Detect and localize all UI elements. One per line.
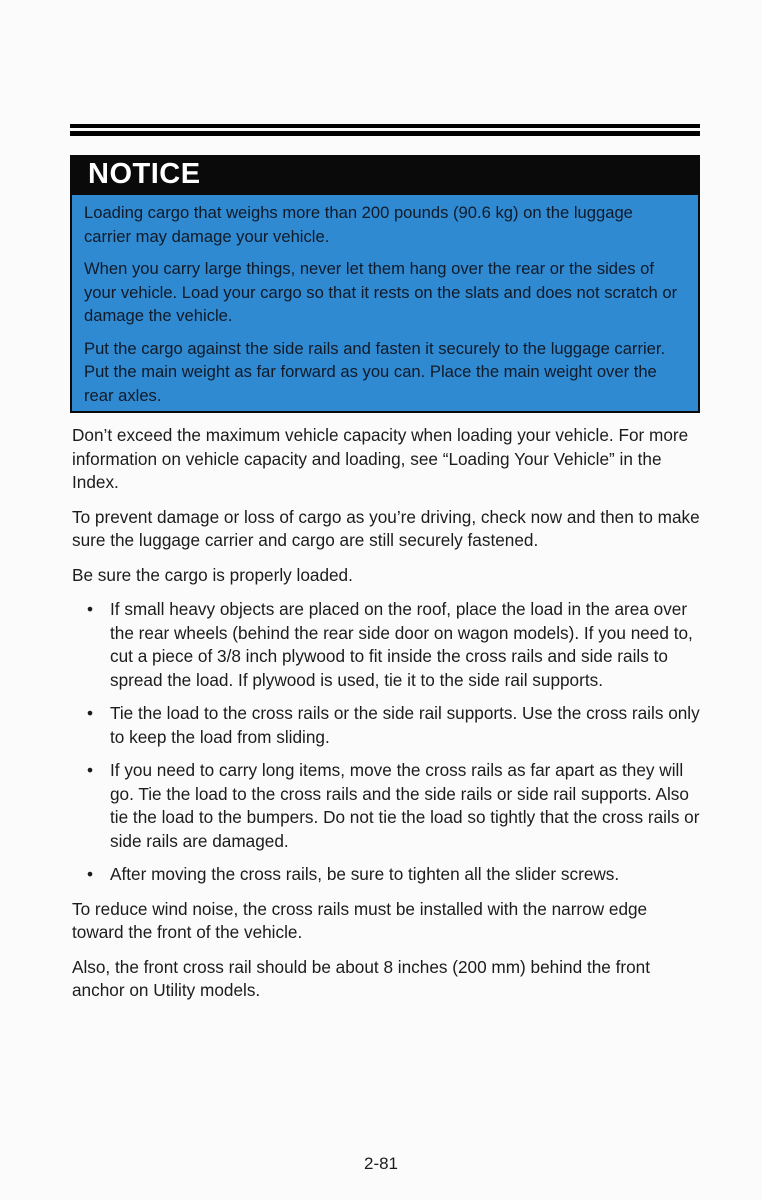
top-rule-thin bbox=[70, 124, 700, 128]
notice-paragraph: Loading cargo that weighs more than 200 pounds (90.6 kg) on the luggage carrier may damage your vehicle. bbox=[84, 203, 633, 246]
bullet-text: After moving the cross rails, be sure to tighten all the slider screws. bbox=[110, 864, 620, 884]
notice-title: NOTICE bbox=[88, 158, 201, 190]
bullet-item bbox=[72, 759, 700, 853]
bullet-item bbox=[72, 702, 700, 749]
bullet-icon: • bbox=[87, 599, 94, 619]
notice-body bbox=[72, 195, 698, 407]
notice-header bbox=[72, 155, 698, 195]
body-paragraph: Also, the front cross rail should be about 8 inches (200 mm) behind the front anchor on Utility models. bbox=[72, 956, 651, 1000]
body-paragraph: To prevent damage or loss of cargo as you’re driving, check now and then to make sure the luggage carrier and cargo are still securely fastened. bbox=[72, 506, 700, 550]
top-rule-thick bbox=[70, 131, 700, 136]
body-paragraph: Don’t exceed the maximum vehicle capacity when loading your vehicle. For more information on vehicle capacity and loading, see “Loading Your Vehicle” in the Index. bbox=[72, 425, 689, 492]
bullet-list bbox=[72, 598, 700, 887]
page-number: 2-81 bbox=[363, 1154, 399, 1173]
bullet-item bbox=[72, 598, 700, 692]
bullet-icon: • bbox=[87, 703, 94, 723]
notice-box bbox=[70, 155, 700, 413]
bullet-icon: • bbox=[87, 760, 94, 780]
bullet-icon: • bbox=[87, 864, 94, 884]
body-paragraph: Be sure the cargo is properly loaded. bbox=[72, 564, 353, 585]
main-content bbox=[72, 424, 700, 1014]
bullet-text: If small heavy objects are placed on the roof, place the load in the area over the rear wheels (behind the rear side door on wagon models). If you need to, cut a piece of 3/8 inch plywood to fit inside the cross rails and side rails to spread the load. If plywood is used, tie it to the side rail supports. bbox=[110, 599, 693, 690]
notice-paragraph: When you carry large things, never let them hang over the rear or the sides of your vehicle. Load your cargo so that it rests on the slats and does not scratch or damage the vehicle. bbox=[84, 259, 678, 325]
bullet-text: Tie the load to the cross rails or the side rail supports. Use the cross rails only to keep the load from sliding. bbox=[110, 703, 700, 747]
bullet-item bbox=[72, 863, 700, 887]
bullet-text: If you need to carry long items, move the cross rails as far apart as they will go. Tie the load to the cross rails and the side rails or side rail supports. Also tie the load to the bumpers. Do not tie the load so tightly that the cross rails or side rails are damaged. bbox=[110, 760, 700, 851]
notice-paragraph: Put the cargo against the side rails and fasten it securely to the luggage carrier. Put the main weight as far forward as you can. Place the main weight over the rear axles. bbox=[84, 338, 666, 405]
body-paragraph: To reduce wind noise, the cross rails must be installed with the narrow edge toward the front of the vehicle. bbox=[72, 898, 648, 942]
